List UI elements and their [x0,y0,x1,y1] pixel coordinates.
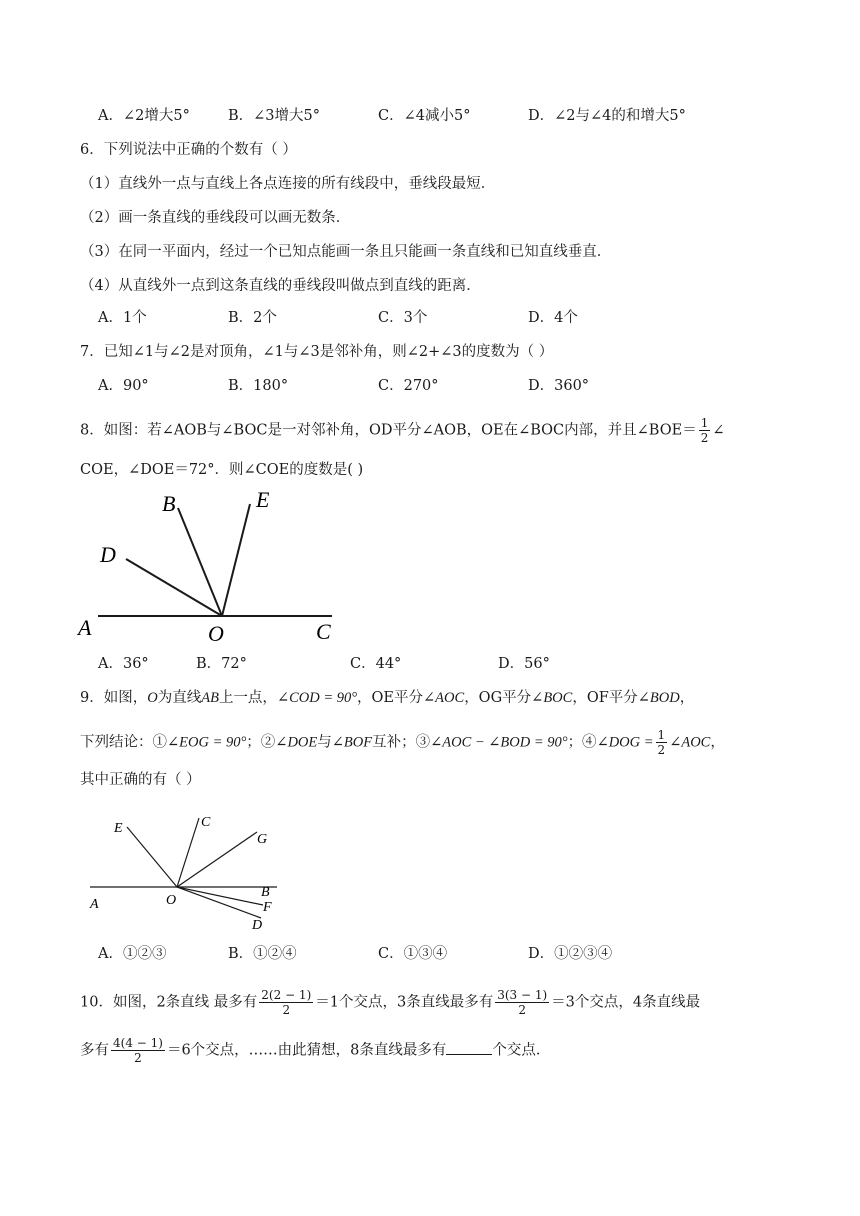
q6-item-3: （3）在同一平面内，经过一个已知点能画一条且只能画一条直线和已知直线垂直． [80,244,612,260]
q9-fraction-den: 2 [657,743,666,757]
q8-label-e: E [256,487,270,512]
q9-fraction-num: 1 [657,728,666,742]
q9-fraction [656,728,668,757]
q6-option-c: C．3个 [378,310,428,326]
q9-ray-oe [127,827,177,887]
q9-text: 9．如图， [80,690,148,706]
q9-label-c: C [201,815,211,830]
q9-text: ，OF平分 [572,690,638,706]
q10-fraction-2-num: 3(3 − 1) [497,988,548,1002]
q10-text: ＝1个交点，3条直线最多有 [315,994,494,1011]
q9-conclusion-3: ∠AOC − ∠BOD = 90° [430,734,568,751]
q9-label-a: A [90,897,99,912]
q9-angle-bod: ∠BOD [637,690,680,706]
q9-label-o: O [166,893,177,908]
q9-text: ，OE平分 [357,690,424,706]
q10-fraction-1-den: 2 [282,1003,291,1017]
q9-angle-bof: ∠BOF [331,734,373,751]
q8-option-c: C．44° [350,656,402,672]
q9-conclusion-1: ∠EOG = 90° [167,734,247,751]
q9-text: 为直线 [157,690,202,706]
q10-text: ＝3个交点，4条直线最 [551,994,701,1011]
q8-stem-text: 8．如图：若∠AOB与∠BOC是一对邻补角，OD平分∠AOB，OE在∠BOC内部，并且∠BOE＝ [80,422,697,439]
q10-fraction-3 [111,1036,165,1065]
q10-stem-line2 [80,1036,550,1065]
q8-label-c: C [316,619,331,644]
q9-text: ， [679,690,695,706]
q9-angle-aoc: ∠AOC [669,734,711,751]
q10-fraction-1 [259,988,313,1017]
q9-ray-oc [177,818,199,887]
q10-fraction-2 [495,988,549,1017]
q7-option-b: B．180° [228,378,289,394]
q9-text: ；② [246,734,276,751]
q8-fraction-num: 1 [700,416,709,430]
q9-point-o: O [147,690,158,706]
q9-label-f: F [263,900,272,915]
q8-ray-od [126,559,222,616]
q9-text: ，OG平分 [464,690,532,706]
q10-fraction-2-den: 2 [518,1003,526,1017]
q7-option-d: D．360° [528,378,590,394]
q8-option-a: A．36° [98,656,149,672]
q8-label-d: D [100,542,116,567]
q9-label-b: B [261,885,270,900]
q10-text: 多有 [80,1042,109,1059]
q8-label-o: O [208,621,224,645]
q9-label-g: G [257,832,268,847]
q9-conclusion-4: ∠DOG = [596,734,654,751]
answer-blank[interactable] [446,1040,492,1055]
q8-figure [70,485,360,645]
q9-line-ab: AB [201,690,219,706]
q9-angle-doe: ∠DOE [275,734,318,751]
q8-angle-sign: ∠ [712,422,725,439]
q7-option-a: A．90° [98,378,149,394]
q5-option-a: A．∠2增大5° [98,108,190,124]
q10-text: 个交点． [492,1042,551,1059]
q10-stem-line1 [80,988,700,1017]
q8-label-b: B [162,491,176,516]
q9-label-e: E [114,821,123,836]
q5-option-c: C．∠4减小5° [378,108,471,124]
q6-item-2: （2）画一条直线的垂线段可以画无数条． [80,210,351,226]
q6-item-1: （1）直线外一点与直线上各点连接的所有线段中，垂线段最短． [80,176,496,192]
q9-option-a: A．①②③ [98,946,167,962]
q9-text: 与 [317,734,332,751]
q6-item-4: （4）从直线外一点到这条直线的垂线段叫做点到直线的距离． [80,278,481,294]
q9-figure [85,810,285,938]
q9-angle-aoc: ∠AOC [423,690,465,706]
q9-text: ；④ [567,734,597,751]
q9-angle-boc: ∠BOC [531,690,573,706]
q8-label-a: A [78,615,92,640]
q8-stem-line1 [80,416,725,445]
q10-text: ＝6个交点，……由此猜想，8条直线最多有 [166,1042,447,1059]
q9-text: 上一点， [218,690,277,706]
q9-option-d: D．①②③④ [528,946,613,962]
q8-ray-ob [178,508,222,616]
q10-text: 10．如图，2条直线 最多有 [80,994,258,1011]
q9-stem-line1 [80,688,694,708]
q6-stem: 6．下列说法中正确的个数有（ ） [80,142,297,158]
q9-text: 互补；③ [372,734,431,751]
q10-fraction-1-num: 2(2 − 1) [261,988,312,1002]
q10-fraction-3-num: 4(4 − 1) [113,1036,163,1050]
q6-option-a: A．1个 [98,310,147,326]
q9-stem-line3: 其中正确的有（ ） [80,772,201,788]
q8-ray-oe [222,504,250,616]
q9-angle-cod: ∠COD = 90° [276,690,358,706]
q5-option-b: B．∠3增大5° [228,108,321,124]
q6-option-d: D．4个 [528,310,578,326]
q9-text: 下列结论：① [80,734,167,751]
q8-fraction [699,416,711,445]
q7-option-c: C．270° [378,378,439,394]
q7-stem: 7．已知∠1与∠2是对顶角，∠1与∠3是邻补角，则∠2+∠3的度数为（ ） [80,344,554,360]
q8-option-b: B．72° [196,656,247,672]
q10-fraction-3-den: 2 [134,1051,142,1065]
q5-option-d: D．∠2与∠4的和增大5° [528,108,686,124]
q9-stem-line2 [80,728,725,757]
q9-option-b: B．①②④ [228,946,297,962]
q8-option-d: D．56° [498,656,550,672]
q9-label-d: D [252,918,263,933]
q9-ray-og [177,832,257,887]
q6-option-b: B．2个 [228,310,277,326]
q9-option-c: C．①③④ [378,946,448,962]
q8-fraction-den: 2 [700,431,709,445]
q9-text: ， [710,734,725,751]
q8-stem-line2: COE，∠DOE＝72°．则∠COE的度数是( ) [80,462,364,478]
